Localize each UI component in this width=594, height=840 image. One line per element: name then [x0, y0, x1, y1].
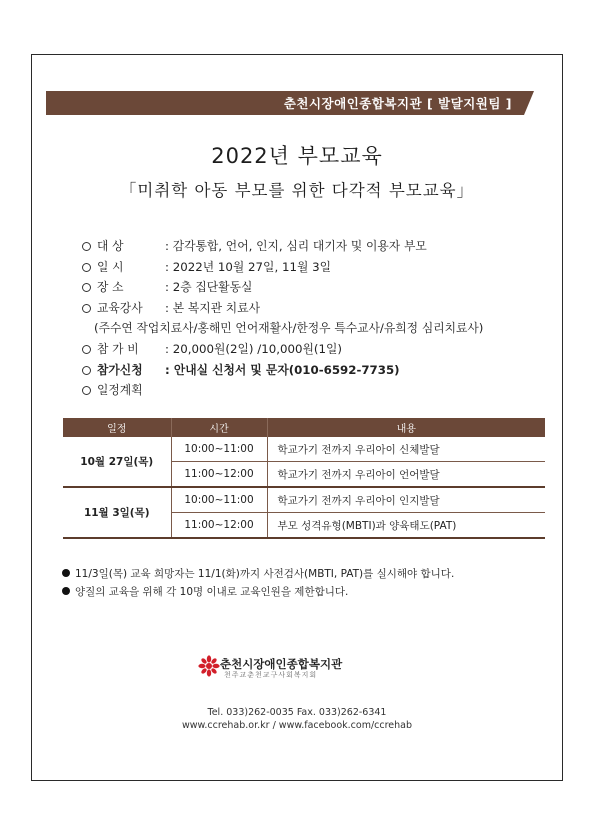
- filled-bullet-icon: [62, 569, 70, 577]
- page-subtitle: 「미취학 아동 부모를 위한 다각적 부모교육」: [119, 181, 475, 200]
- filled-bullet-icon: [62, 587, 70, 595]
- organization-logo: [198, 656, 398, 686]
- circle-bullet-icon: [82, 283, 91, 292]
- info-plan: [82, 380, 483, 401]
- table-header-row: [63, 418, 545, 437]
- info-apply: [82, 360, 483, 381]
- contact-web: www.ccrehab.or.kr / www.facebook.com/ccrehab: [181, 720, 413, 731]
- note-item: [62, 566, 454, 584]
- logo-subtitle: 천주교춘천교구사회복지회: [224, 671, 318, 679]
- info-instructor: [82, 298, 483, 319]
- schedule-time: 11:00~12:00: [171, 513, 267, 539]
- red-flower-logo-icon: [198, 655, 220, 677]
- note-text: 양질의 교육을 위해 각 10명 이내로 교육인원을 제한합니다.: [75, 585, 349, 598]
- header-banner: [46, 91, 534, 115]
- banner-title: 춘천시장애인종합복지관 [ 발달지원팀 ]: [283, 96, 512, 111]
- info-value: : 본 복지관 치료사: [165, 300, 260, 315]
- info-fee: [82, 339, 483, 360]
- schedule-content: 학교가기 전까지 우리아이 신체발달: [267, 437, 545, 462]
- table-row: [63, 437, 545, 462]
- schedule-time: 10:00~11:00: [171, 487, 267, 513]
- info-list: [82, 236, 483, 401]
- info-label: 대 상: [97, 239, 124, 253]
- info-instructor-detail: (주수연 작업치료사/홍해민 언어재활사/한정우 특수교사/유희정 심리치료사): [94, 321, 484, 336]
- table-row: [63, 487, 545, 513]
- schedule-time: 11:00~12:00: [171, 462, 267, 488]
- contact-phone-fax: Tel. 033)262-0035 Fax. 033)262-6341: [207, 707, 387, 718]
- info-place: [82, 277, 483, 298]
- circle-bullet-icon: [82, 366, 91, 375]
- header-content: 내용: [267, 418, 545, 437]
- info-label: 일정계획: [97, 383, 143, 398]
- circle-bullet-icon: [82, 263, 91, 272]
- circle-bullet-icon: [82, 304, 91, 313]
- info-target: [82, 236, 483, 257]
- info-label: 일 시: [97, 259, 124, 274]
- header-date: 일정: [63, 418, 171, 437]
- info-label: 참 가 비: [97, 341, 139, 356]
- logo-name: 춘천시장애인종합복지관: [220, 657, 343, 671]
- info-date: [82, 257, 483, 278]
- schedule-date: 10월 27일(목): [63, 437, 171, 487]
- note-item: [62, 584, 454, 602]
- info-value: : 2층 집단활동실: [165, 280, 253, 295]
- page-title: 2022년 부모교육: [211, 144, 383, 168]
- circle-bullet-icon: [82, 386, 91, 395]
- info-label: 교육강사: [97, 300, 143, 315]
- schedule-time: 10:00~11:00: [171, 437, 267, 462]
- schedule-content: 학교가기 전까지 우리아이 언어발달: [267, 462, 545, 488]
- schedule-table: [63, 418, 545, 539]
- circle-bullet-icon: [82, 345, 91, 354]
- contact-info: [0, 706, 594, 732]
- schedule-content: 부모 성격유형(MBTI)과 양육태도(PAT): [267, 513, 545, 539]
- header-time: 시간: [171, 418, 267, 437]
- notes-list: [62, 566, 454, 601]
- schedule-content: 학교가기 전까지 우리아이 인지발달: [267, 487, 545, 513]
- info-label: 참가신청: [97, 362, 143, 377]
- circle-bullet-icon: [82, 242, 91, 251]
- info-value: : 감각통합, 언어, 인지, 심리 대기자 및 이용자 부모: [165, 239, 427, 253]
- info-value: : 안내실 신청서 및 문자(010-6592-7735): [165, 362, 400, 377]
- info-label: 장 소: [97, 280, 124, 295]
- info-value: : 20,000원(2일) /10,000원(1일): [165, 341, 343, 356]
- schedule-date: 11월 3일(목): [63, 487, 171, 538]
- info-value: : 2022년 10월 27일, 11월 3일: [165, 259, 332, 274]
- note-text: 11/3일(목) 교육 희망자는 11/1(화)까지 사전검사(MBTI, PAT)를 실시해야 합니다.: [75, 568, 455, 580]
